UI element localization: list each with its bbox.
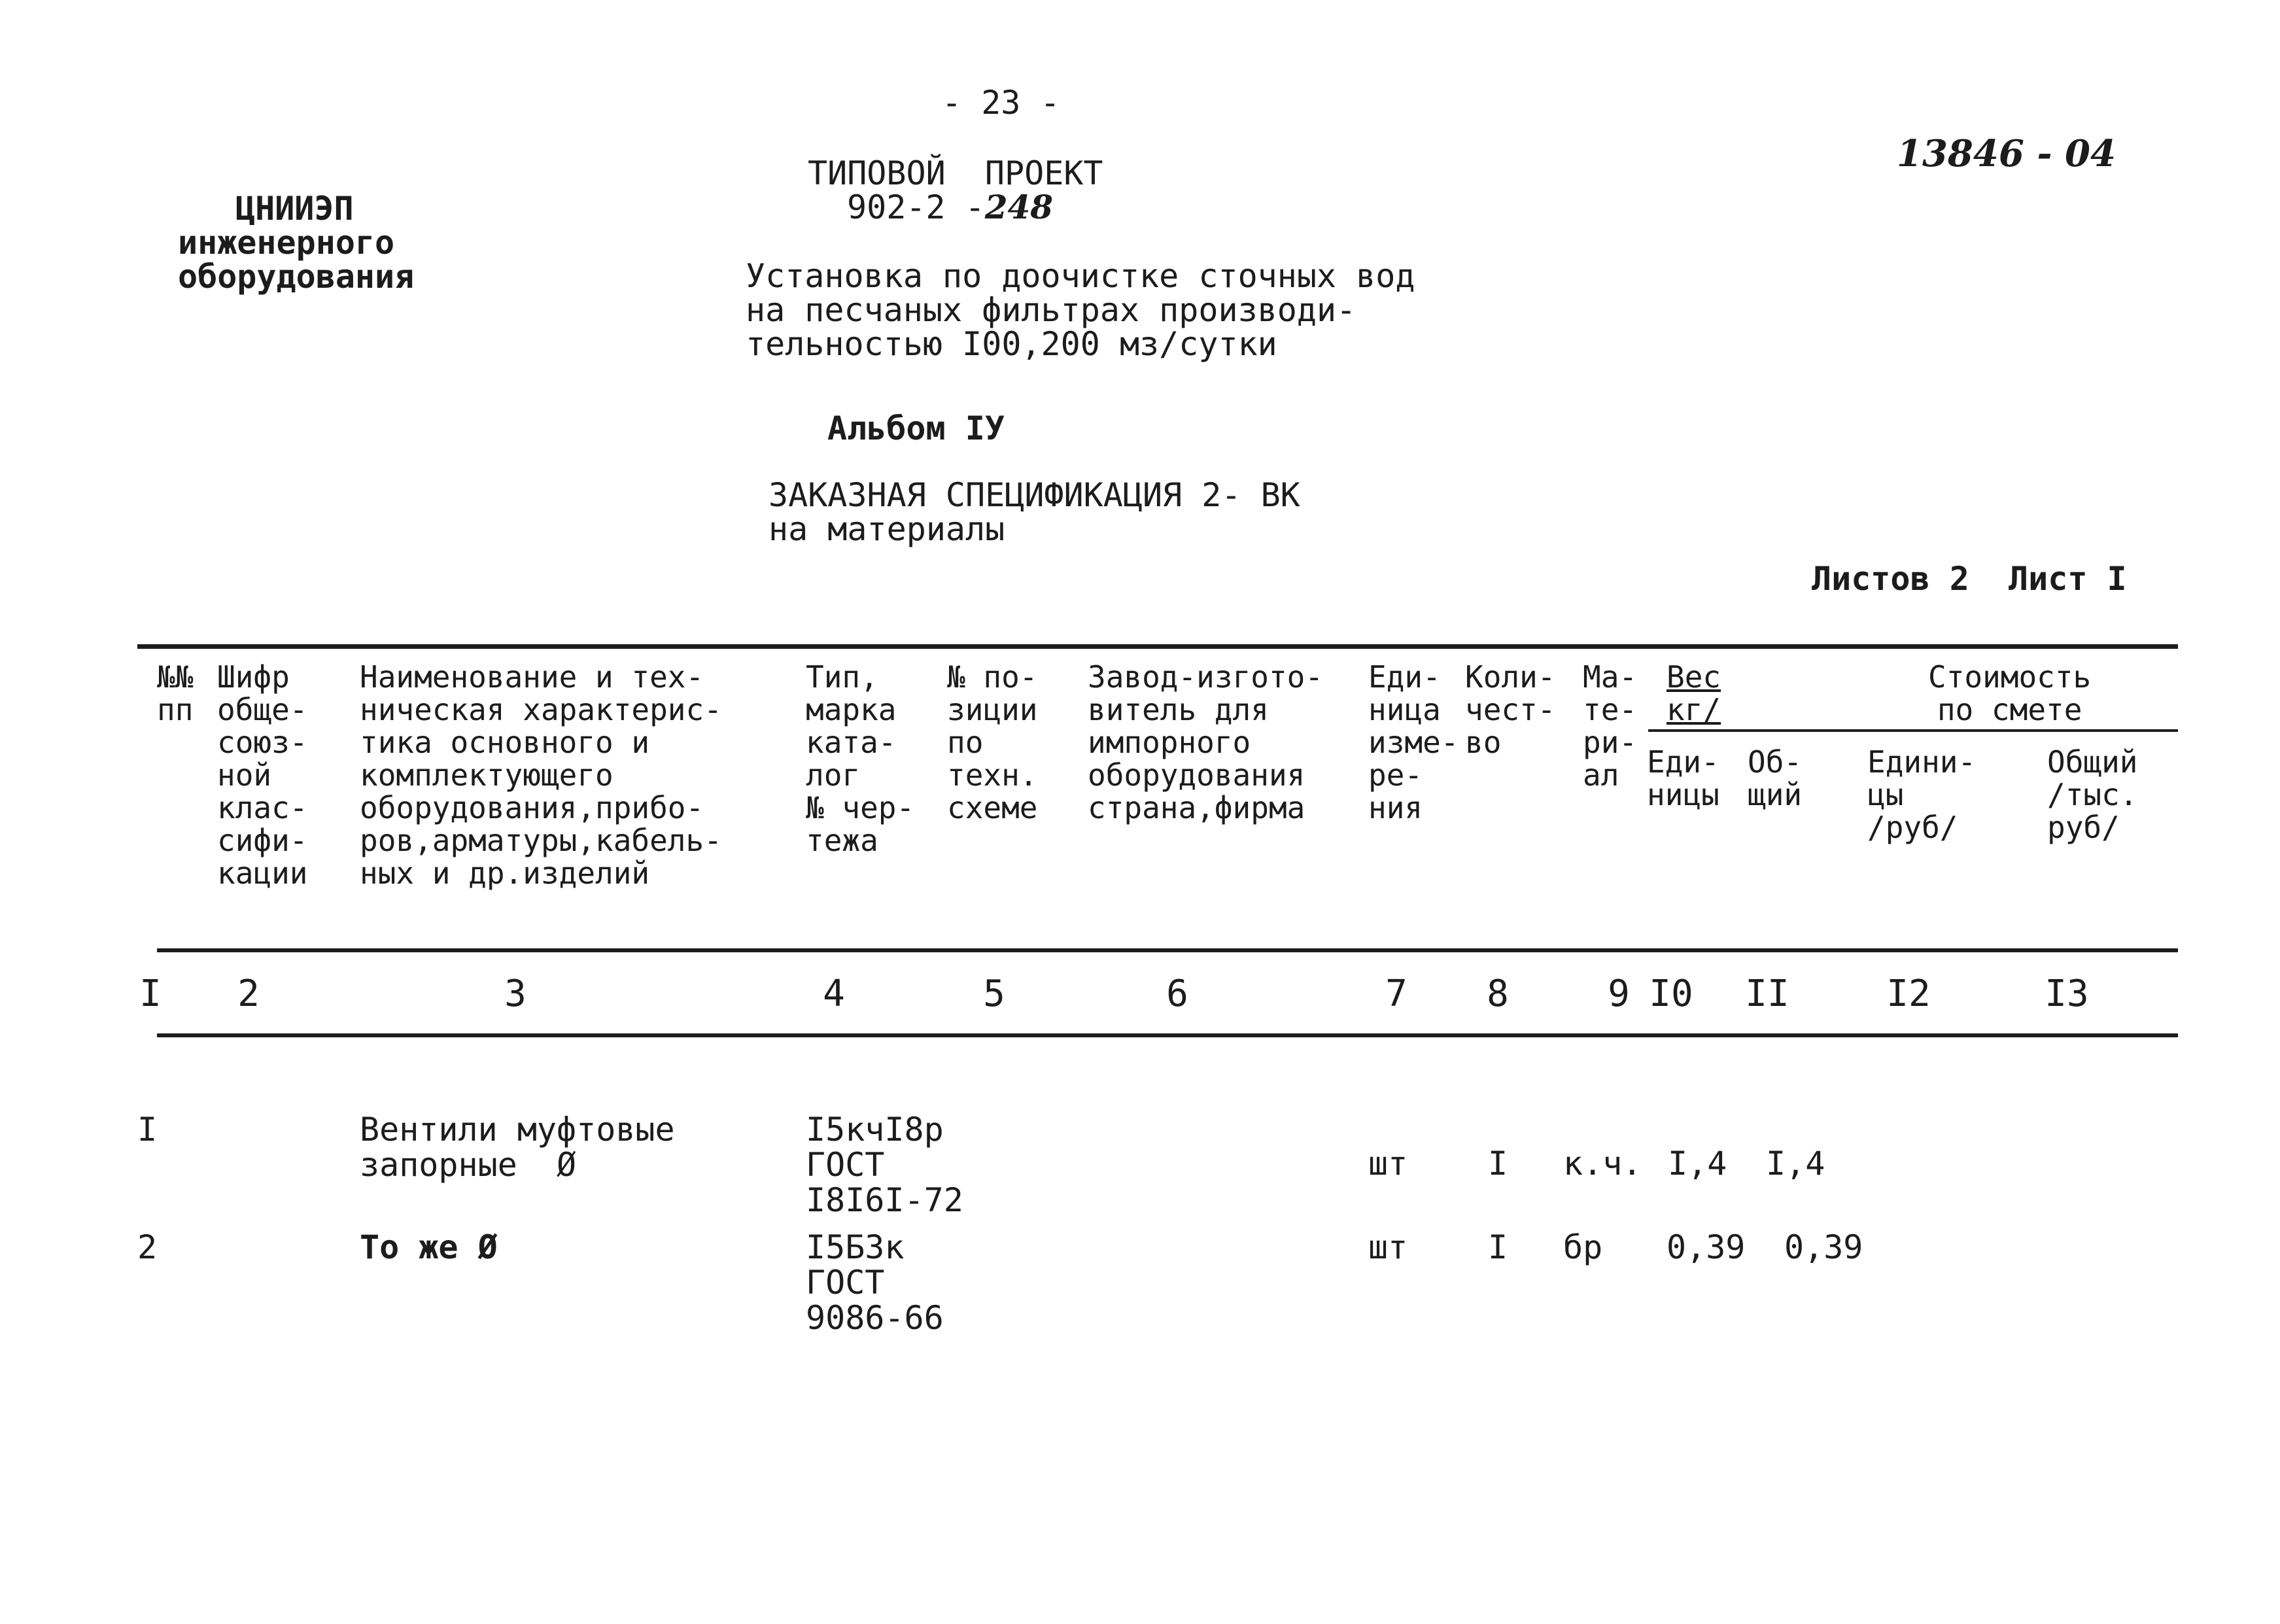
column-number: 5 bbox=[983, 973, 1005, 1015]
project-code bbox=[847, 190, 1053, 225]
row-number: I bbox=[137, 1111, 158, 1149]
item-type: I5Б3к ГОСТ 9086-66 bbox=[806, 1228, 944, 1337]
column-number: 3 bbox=[504, 973, 527, 1015]
cost-group-rule bbox=[1648, 729, 2178, 732]
item-material: бр bbox=[1563, 1228, 1603, 1266]
row-number: 2 bbox=[137, 1228, 158, 1266]
header-weight-unit: Еди- ницы bbox=[1647, 744, 1719, 812]
column-number: 2 bbox=[237, 973, 260, 1015]
header-quantity: Коли- чест- во bbox=[1465, 659, 1556, 760]
spec-subtitle: на материалы bbox=[769, 510, 1005, 548]
description-line-3: тельностью I00,200 мз/сутки bbox=[746, 325, 1277, 363]
header-weight-total: Об- щий bbox=[1748, 744, 1803, 812]
column-number: 8 bbox=[1487, 973, 1509, 1015]
header-type: Тип, марка ката- лог № чер- тежа bbox=[806, 659, 915, 858]
item-material: к.ч. bbox=[1563, 1145, 1642, 1183]
header-name: Наименование и тех- ническая характерис- тика основного и комплектующего оборудования,прибо- ров,арматуры,кабель- ных и др.изделий bbox=[360, 659, 722, 891]
item-unit: шт bbox=[1368, 1228, 1408, 1266]
item-quantity: I bbox=[1488, 1145, 1508, 1183]
header-cost-total: Общий /тыс. руб/ bbox=[2047, 744, 2138, 845]
org-name: ЦНИИЭП bbox=[235, 190, 354, 228]
column-number: 6 bbox=[1166, 973, 1188, 1015]
header-material: Ма- те- ри- ал bbox=[1583, 659, 1638, 793]
project-code-printed: 902-2 - bbox=[847, 188, 985, 226]
description-line-2: на песчаных фильтрах производи- bbox=[746, 291, 1356, 329]
archive-number: 13846 - 04 bbox=[1897, 132, 2116, 175]
header-cost-group: Стоимость по смете bbox=[1928, 659, 2092, 727]
header-unit: Еди- ница изме- ре- ния bbox=[1368, 659, 1459, 825]
column-number: I0 bbox=[1649, 973, 1693, 1015]
org-line-2: инженерного bbox=[178, 224, 395, 262]
header-manufacturer: Завод-изгото- витель для импорного оборудования страна,фирма bbox=[1088, 659, 1324, 825]
column-number: I3 bbox=[2045, 973, 2089, 1015]
item-name: Вентили муфтовые запорные Ø bbox=[360, 1111, 675, 1184]
item-name: То же Ø bbox=[360, 1228, 498, 1266]
description-line-1: Установка по доочистке сточных вод bbox=[746, 257, 1415, 295]
column-number: 9 bbox=[1608, 973, 1630, 1015]
album-label: Альбом IУ bbox=[827, 409, 1005, 447]
item-unit: шт bbox=[1368, 1145, 1408, 1183]
header-cost-unit: Едини- цы /руб/ bbox=[1867, 744, 1977, 845]
table-top-rule bbox=[137, 644, 2178, 649]
header-bottom-rule bbox=[157, 948, 2178, 952]
item-weight-unit: 0,39 bbox=[1667, 1228, 1746, 1266]
column-number: 7 bbox=[1385, 973, 1408, 1015]
header-row-number: №№ пп bbox=[157, 659, 194, 727]
column-number: I bbox=[139, 973, 162, 1015]
project-code-handwritten: 248 bbox=[984, 188, 1054, 226]
header-classifier-code: Шифр обще- союз- ной клас- сифи- кации bbox=[217, 659, 308, 891]
column-number-rule bbox=[157, 1033, 2178, 1037]
header-weight-group: Вес кг/ bbox=[1667, 659, 1721, 727]
item-weight-total: 0,39 bbox=[1784, 1228, 1863, 1266]
header-position: № по- зиции по техн. схеме bbox=[947, 659, 1038, 825]
item-weight-total: I,4 bbox=[1766, 1145, 1825, 1183]
item-weight-unit: I,4 bbox=[1668, 1145, 1727, 1183]
item-quantity: I bbox=[1488, 1228, 1508, 1266]
column-number: II bbox=[1745, 973, 1789, 1015]
project-label: ТИПОВОЙ ПРОЕКТ bbox=[808, 154, 1103, 192]
item-type: I5кчI8р ГОСТ I8I6I-72 bbox=[806, 1111, 963, 1219]
spec-title: ЗАКАЗНАЯ СПЕЦИФИКАЦИЯ 2- ВК bbox=[769, 476, 1300, 514]
column-number: I2 bbox=[1886, 973, 1931, 1015]
sheets-info: Листов 2 Лист I bbox=[1812, 560, 2127, 598]
column-number: 4 bbox=[823, 973, 845, 1015]
org-line-3: оборудования bbox=[178, 258, 415, 296]
page-number: - 23 - bbox=[942, 84, 1060, 122]
